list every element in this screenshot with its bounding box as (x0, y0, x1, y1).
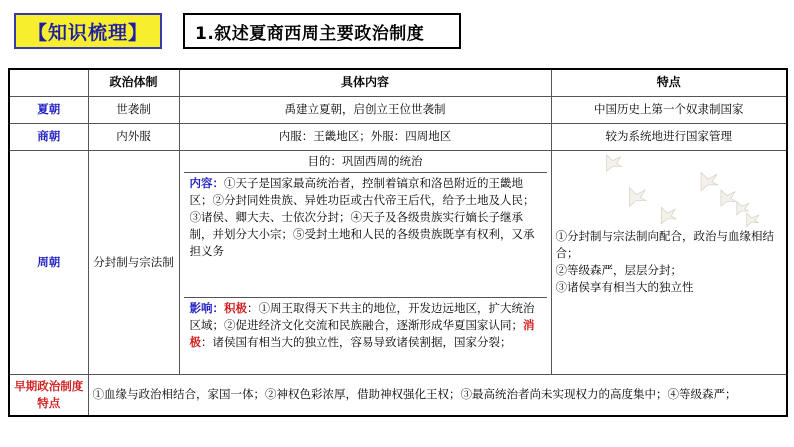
feature-xia: 中国历史上第一个奴隶制国家 (551, 96, 787, 123)
section-tag: 【知识梳理】 (14, 13, 162, 49)
page-title: 1.叙述夏商西周主要政治制度 (183, 13, 461, 49)
table-row-zhou (9, 150, 787, 374)
dynasty-label-zhou: 周朝 (9, 150, 88, 374)
table-row-early (9, 374, 787, 416)
dynasty-label-shang: 商朝 (9, 123, 88, 150)
column-header-dynasty (9, 69, 88, 96)
impact-label: 影响： (189, 300, 224, 315)
feature-zhou (551, 150, 787, 374)
system-shang: 内外服 (88, 123, 179, 150)
negative-label: 消极 (189, 317, 535, 349)
zhou-features (556, 228, 783, 296)
table-header-row (9, 69, 787, 96)
content-shang: 内服：王畿地区；外服：四周地区 (179, 123, 551, 150)
zhou-purpose: 目的：巩固西周的统治 (184, 151, 547, 173)
dynasty-label-xia: 夏朝 (9, 96, 88, 123)
table-row-shang (9, 123, 787, 150)
zhou-feature-item: ③诸侯享有相当大的独立性 (555, 280, 694, 294)
early-label: 早期政治制度特点 (9, 374, 88, 416)
positive-label: 积极 (224, 300, 247, 315)
column-header-feature: 特点 (551, 69, 787, 96)
negative-text: ：诸侯国有相当大的独立性，容易导致诸侯割据，国家分裂； (201, 334, 512, 349)
content-label: 内容： (189, 175, 224, 190)
politics-table (8, 68, 788, 417)
zhou-feature-item: ①分封制与宗法制向配合，政治与血缘相结合； (555, 229, 774, 260)
zhou-content-text: ①天子是国家最高统治者，控制着镐京和洛邑附近的王畿地区；②分封同姓贵族、异姓功臣或古代帝王后代，给予土地及人民；③诸侯、卿大夫、士依次分封；④天子及各级贵族实行嫡长子继承制，并划分大小宗；⑤受封土地和人民的各级贵族既享有权利，又承担义务 (189, 175, 535, 258)
table-row-xia (9, 96, 787, 123)
content-xia: 禹建立夏朝，启创立王位世袭制 (179, 96, 551, 123)
positive-text: ：①周王取得天下共主的地位，开发边远地区，扩大统治区域；②促进经济文化交流和民族融合，逐渐形成华夏国家认同； (189, 300, 535, 332)
system-xia: 世袭制 (88, 96, 179, 123)
content-zhou (179, 150, 551, 374)
zhou-content-block (184, 173, 547, 298)
zhou-impact-block (184, 298, 547, 374)
feature-shang: 较为系统地进行国家管理 (551, 123, 787, 150)
column-header-content: 具体内容 (179, 69, 551, 96)
zhou-feature-item: ②等级森严，层层分封； (555, 263, 682, 277)
column-header-system: 政治体制 (88, 69, 179, 96)
early-text: ①血缘与政治相结合，家国一体；②神权色彩浓厚，借助神权强化王权；③最高统治者尚未实现权力的高度集中；④等级森严； (88, 374, 787, 416)
system-zhou: 分封制与宗法制 (88, 150, 179, 374)
